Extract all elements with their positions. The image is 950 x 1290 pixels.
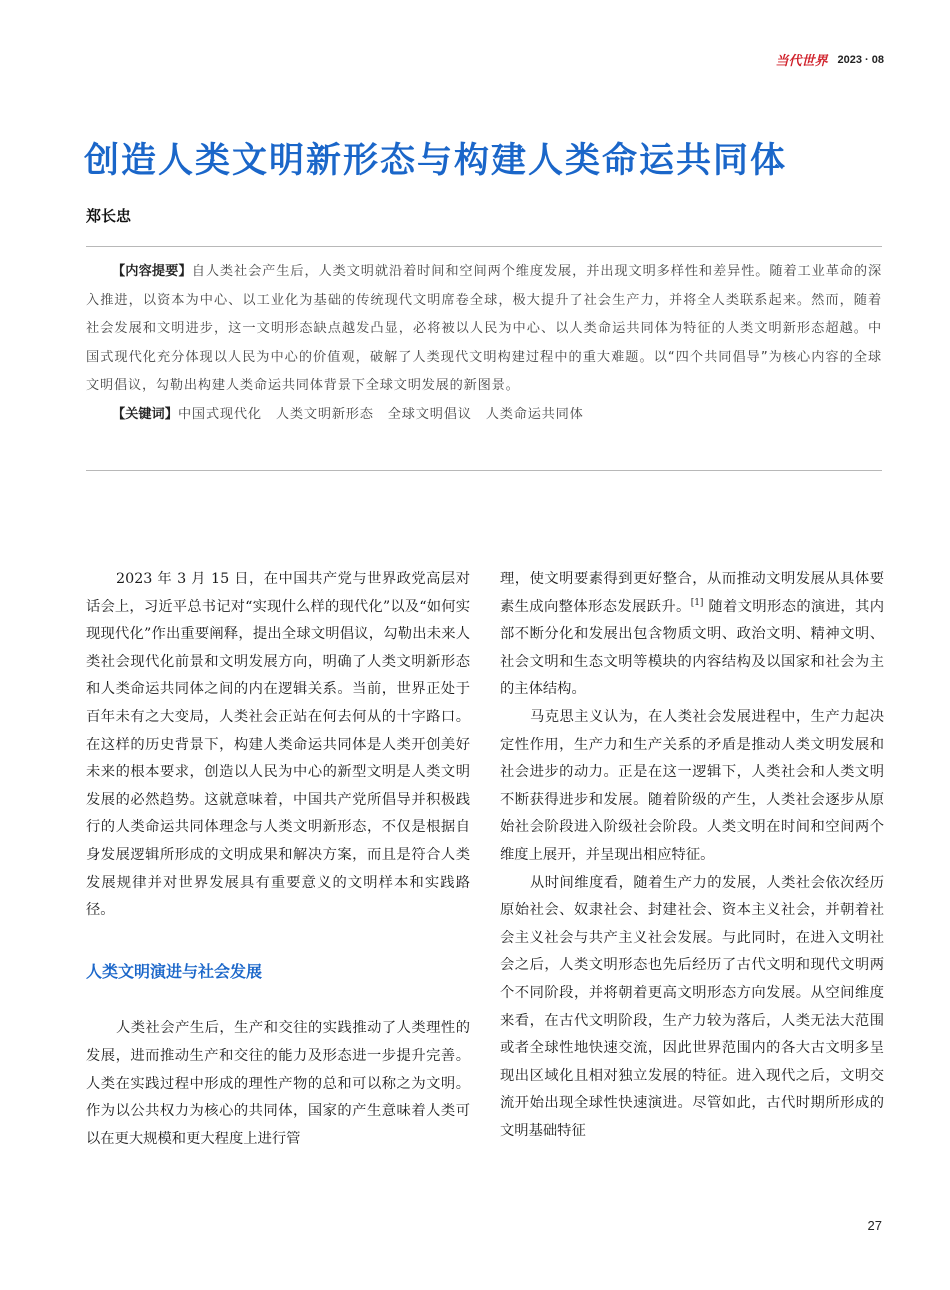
section-heading: 人类文明演进与社会发展: [86, 961, 263, 981]
body-paragraph: 2023 年 3 月 15 日，在中国共产党与世界政党高层对话会上，习近平总书记对“实现什么样的现代化”以及“如何实现现代化”作出重要阐释，提出全球文明倡议，勾勒出未来人类社会现代化前景和文明发展方向，明确了人类文明新形态和人类命运共同体之间的内在逻辑关系。当前，世界正处于百年未有之大变局，人类社会正站在何去何从的十字路口。在这样的历史背景下，构建人类命运共同体是人类开创美好未来的根本要求，创造以人民为中心的新型文明是人类文明发展的必然趋势。这就意味着，中国共产党所倡导并积极践行的人类命运共同体理念与人类文明新形态，不仅是根据自身发展逻辑所形成的文明成果和解决方案，而且是符合人类发展规律并对世界发展具有重要意义的文明样本和实践路径。: [86, 571, 470, 919]
body-paragraph: 马克思主义认为，在人类社会发展进程中，生产力起决定性作用，生产力和生产关系的矛盾是推动人类文明发展和社会进步的动力。正是在这一逻辑下，人类社会和人类文明不断获得进步和发展。随着阶级的产生，人类社会逐步从原始社会阶段进入阶级社会阶段。人类文明在时间和空间两个维度上展开，并呈现出相应特征。: [500, 708, 884, 863]
body-paragraph-continued: [500, 566, 884, 704]
keyword-item: 人类文明新形态: [275, 406, 374, 422]
abstract-block: [86, 258, 882, 429]
citation-ref[interactable]: [1]: [690, 597, 704, 608]
article-title: 创造人类文明新形态与构建人类命运共同体: [84, 141, 788, 181]
keywords-line: [86, 401, 882, 430]
keywords-label: 【关键词】: [112, 406, 178, 422]
abstract-label: 【内容提要】: [112, 264, 192, 279]
keyword-item: 人类命运共同体: [485, 406, 584, 422]
journal-logo: 当代世界: [775, 54, 828, 69]
body-text: 随着文明形态的演进，其内部不断分化和发展出包含物质文明、政治文明、精神文明、社会文明和生态文明等模块的内容结构及以国家和社会为主的主体结构。: [500, 598, 884, 698]
keyword-item: 全球文明倡议: [387, 406, 472, 422]
body-paragraph: 人类社会产生后，生产和交往的实践推动了人类理性的发展，进而推动生产和交往的能力及形态进一步提升完善。人类在实践过程中形成的理性产物的总和可以称之为文明。作为以公共权力为核心的共同体，国家的产生意味着人类可以在更大规模和更大程度上进行管: [86, 1020, 470, 1147]
running-header: [776, 50, 885, 69]
keyword-item: 中国式现代化: [177, 406, 262, 422]
issue-number: 2023 · 08: [837, 53, 884, 66]
body-paragraph: 从时间维度看，随着生产力的发展，人类社会依次经历原始社会、奴隶社会、封建社会、资本主义社会，并朝着社会主义社会与共产主义社会发展。与此同时，在进入文明社会之后，人类文明形态也先后经历了古代文明和现代文明两个不同阶段，并将朝着更高文明形态方向发展。从空间维度来看，在古代文明阶段，生产力较为落后，人类无法大范围或者全球性地快速交流，因此世界范围内的各大古文明多呈现出区域化且相对独立发展的特征。进入现代之后，文明交流开始出现全球性快速演进。尽管如此，古代时期所形成的文明基础特征: [500, 874, 884, 1139]
body-text: 理，使文明要素得到更好整合，从而推动文明发展从具体要素生成向整体形态发展跃升。: [500, 571, 884, 615]
body-column-left: [86, 566, 470, 1153]
body-column-right: [500, 566, 884, 1145]
abstract-text: 自人类社会产生后，人类文明就沿着时间和空间两个维度发展，并出现文明多样性和差异性。随着工业革命的深入推进，以资本为中心、以工业化为基础的传统现代文明席卷全球，极大提升了社会生产力，并将全人类联系起来。然而，随着社会发展和文明进步，这一文明形态缺点越发凸显，必将被以人民为中心、以人类命运共同体为特征的人类文明新形态超越。中国式现代化充分体现以人民为中心的价值观，破解了人类现代文明构建过程中的重大难题。以“四个共同倡导”为核心内容的全球文明倡议，勾勒出构建人类命运共同体背景下全球文明发展的新图景。: [86, 264, 882, 393]
abstract-paragraph: [86, 258, 882, 401]
divider-top: [86, 246, 882, 247]
author-name: 郑长忠: [86, 207, 132, 225]
divider-bottom: [86, 470, 882, 471]
page-number: 27: [867, 1218, 882, 1233]
